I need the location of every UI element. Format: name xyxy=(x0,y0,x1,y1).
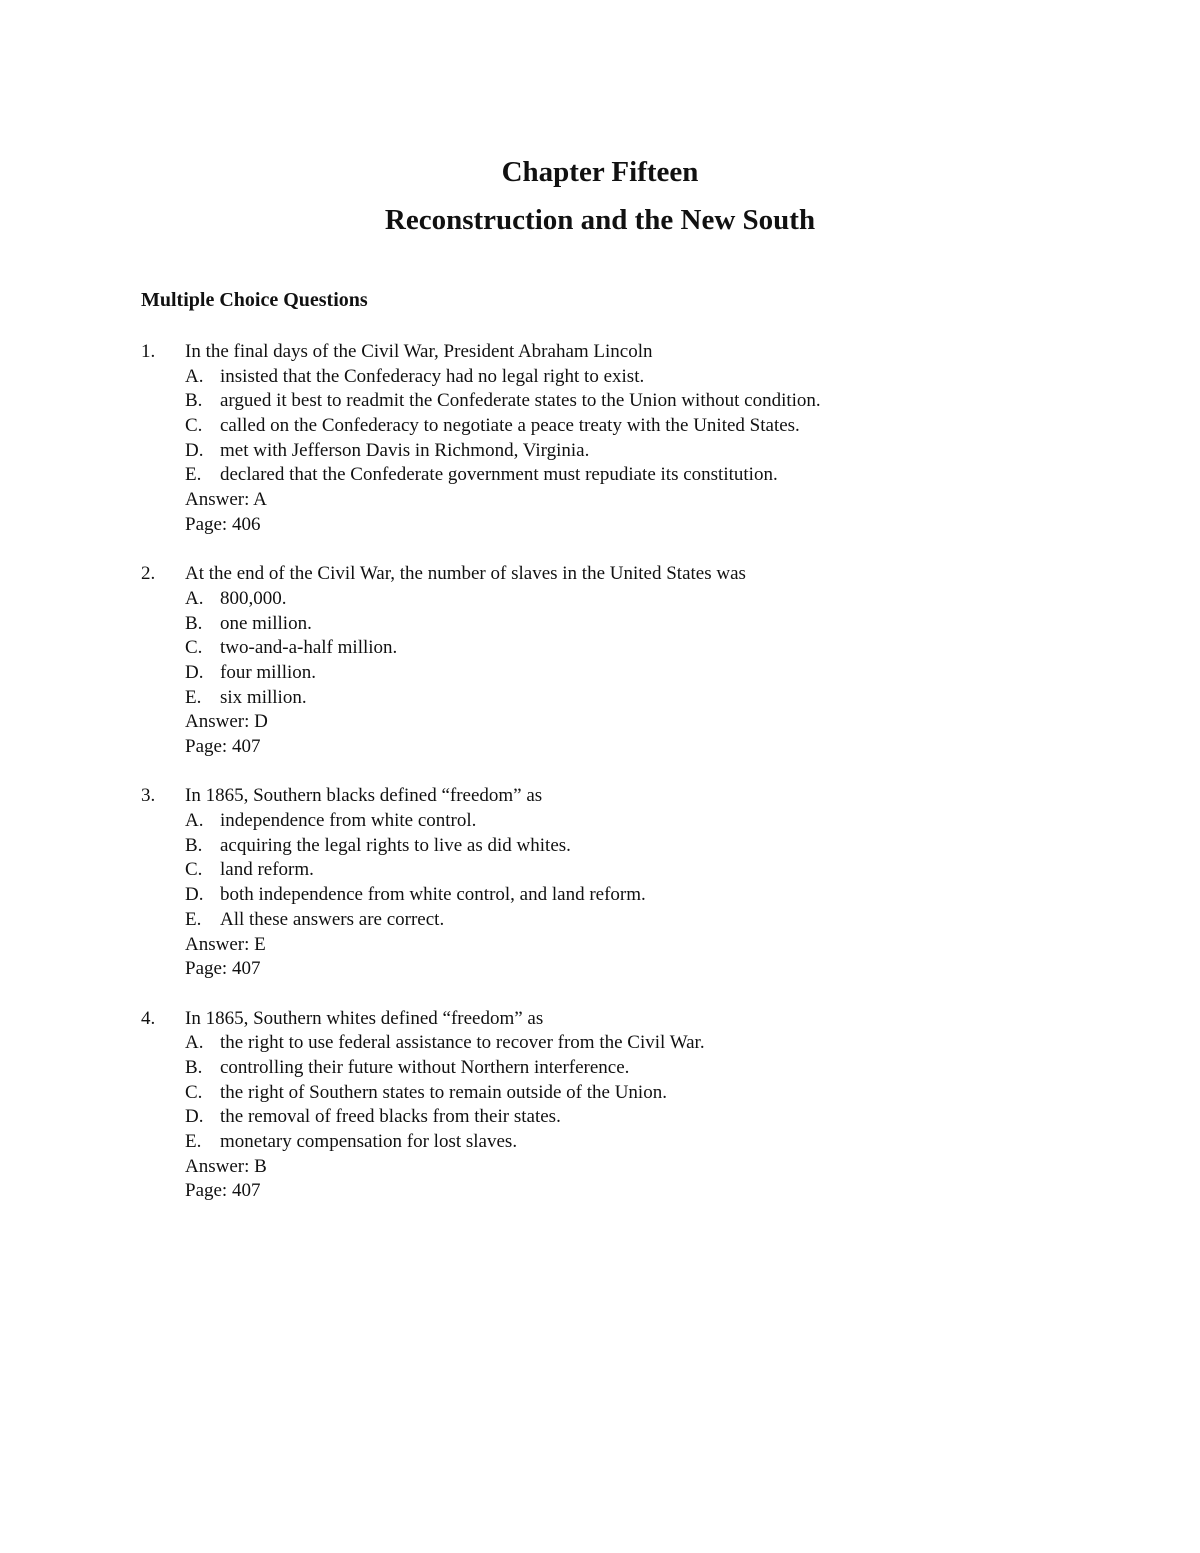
option-letter: D. xyxy=(185,1106,204,1128)
option-c xyxy=(185,414,1101,439)
question-number: 4. xyxy=(141,1007,156,1029)
option-text: land reform. xyxy=(220,859,314,881)
option-text: called on the Confederacy to negotiate a peace treaty with the United States. xyxy=(220,415,800,437)
answer-key: Answer: A xyxy=(185,489,267,511)
option-letter: D. xyxy=(185,884,204,906)
option-text: the right to use federal assistance to recover from the Civil War. xyxy=(220,1032,705,1054)
option-text: four million. xyxy=(220,661,317,683)
question-number: 2. xyxy=(141,563,156,585)
page-reference: Page: 407 xyxy=(185,1180,261,1202)
option-letter: C. xyxy=(185,637,203,659)
chapter-title: Chapter Fifteen xyxy=(501,156,699,188)
page-reference: Page: 407 xyxy=(185,958,261,980)
option-d xyxy=(185,883,1101,908)
option-letter: B. xyxy=(185,390,203,412)
option-letter: D. xyxy=(185,439,204,461)
question-stem: In 1865, Southern whites defined “freedom” as xyxy=(185,1007,544,1029)
option-letter: A. xyxy=(185,810,204,832)
option-text: controlling their future without Northern interference. xyxy=(220,1056,630,1078)
question-1 xyxy=(141,340,1101,538)
option-text: All these answers are correct. xyxy=(220,908,445,930)
option-letter: C. xyxy=(185,1081,203,1103)
option-letter: B. xyxy=(185,612,203,634)
option-letter: A. xyxy=(185,1032,204,1054)
question-stem: In 1865, Southern blacks defined “freedom” as xyxy=(185,785,543,807)
question-number: 3. xyxy=(141,785,156,807)
option-text: argued it best to readmit the Confederate states to the Union without condition. xyxy=(220,390,821,412)
question-number: 1. xyxy=(141,341,156,362)
answer-key: Answer: E xyxy=(185,933,266,955)
option-b xyxy=(185,389,1101,414)
option-d xyxy=(185,661,1101,686)
option-a xyxy=(185,587,1101,612)
option-a xyxy=(185,365,1101,390)
option-letter: E. xyxy=(185,1131,202,1152)
option-text: met with Jefferson Davis in Richmond, Virginia. xyxy=(220,439,590,461)
option-letter: E. xyxy=(185,464,202,486)
option-c xyxy=(185,858,1101,883)
option-d xyxy=(185,1105,1101,1130)
question-stem: At the end of the Civil War, the number of slaves in the United States was xyxy=(185,563,746,585)
option-text: the right of Southern states to remain outside of the Union. xyxy=(220,1081,667,1103)
option-text: declared that the Confederate government must repudiate its constitution. xyxy=(220,464,778,486)
option-letter: B. xyxy=(185,1056,203,1078)
page-reference: Page: 406 xyxy=(185,513,261,535)
option-text: 800,000. xyxy=(220,587,287,609)
question-list xyxy=(141,340,1101,1229)
option-text: monetary compensation for lost slaves. xyxy=(220,1131,518,1152)
option-c xyxy=(185,636,1101,661)
question-2 xyxy=(141,562,1101,760)
option-b xyxy=(185,612,1101,637)
option-a xyxy=(185,1031,1101,1056)
option-e xyxy=(185,463,1101,488)
option-letter: E. xyxy=(185,686,202,708)
option-a xyxy=(185,809,1101,834)
page-reference: Page: 407 xyxy=(185,736,261,757)
option-letter: A. xyxy=(185,365,204,387)
option-letter: C. xyxy=(185,859,203,881)
option-text: one million. xyxy=(220,612,312,634)
option-b xyxy=(185,1056,1101,1081)
option-b xyxy=(185,834,1101,859)
question-stem: In the final days of the Civil War, President Abraham Lincoln xyxy=(185,341,653,362)
option-text: six million. xyxy=(220,686,307,708)
option-e xyxy=(185,1130,1101,1155)
chapter-subtitle: Reconstruction and the New South xyxy=(384,204,816,236)
option-e xyxy=(185,908,1101,933)
section-heading: Multiple Choice Questions xyxy=(141,289,368,311)
option-e xyxy=(185,686,1101,711)
option-c xyxy=(185,1081,1101,1106)
option-text: insisted that the Confederacy had no legal right to exist. xyxy=(220,365,645,387)
option-text: two-and-a-half million. xyxy=(220,637,398,659)
question-4 xyxy=(141,1007,1101,1205)
option-text: acquiring the legal rights to live as did whites. xyxy=(220,834,571,856)
option-text: both independence from white control, and land reform. xyxy=(220,884,646,906)
answer-key: Answer: D xyxy=(185,711,268,733)
option-d xyxy=(185,439,1101,464)
option-letter: C. xyxy=(185,415,203,437)
option-letter: A. xyxy=(185,587,204,609)
question-3 xyxy=(141,784,1101,982)
option-letter: E. xyxy=(185,908,202,930)
option-letter: B. xyxy=(185,834,203,856)
option-text: the removal of freed blacks from their states. xyxy=(220,1106,561,1128)
option-text: independence from white control. xyxy=(220,810,477,832)
option-letter: D. xyxy=(185,661,204,683)
answer-key: Answer: B xyxy=(185,1155,267,1177)
